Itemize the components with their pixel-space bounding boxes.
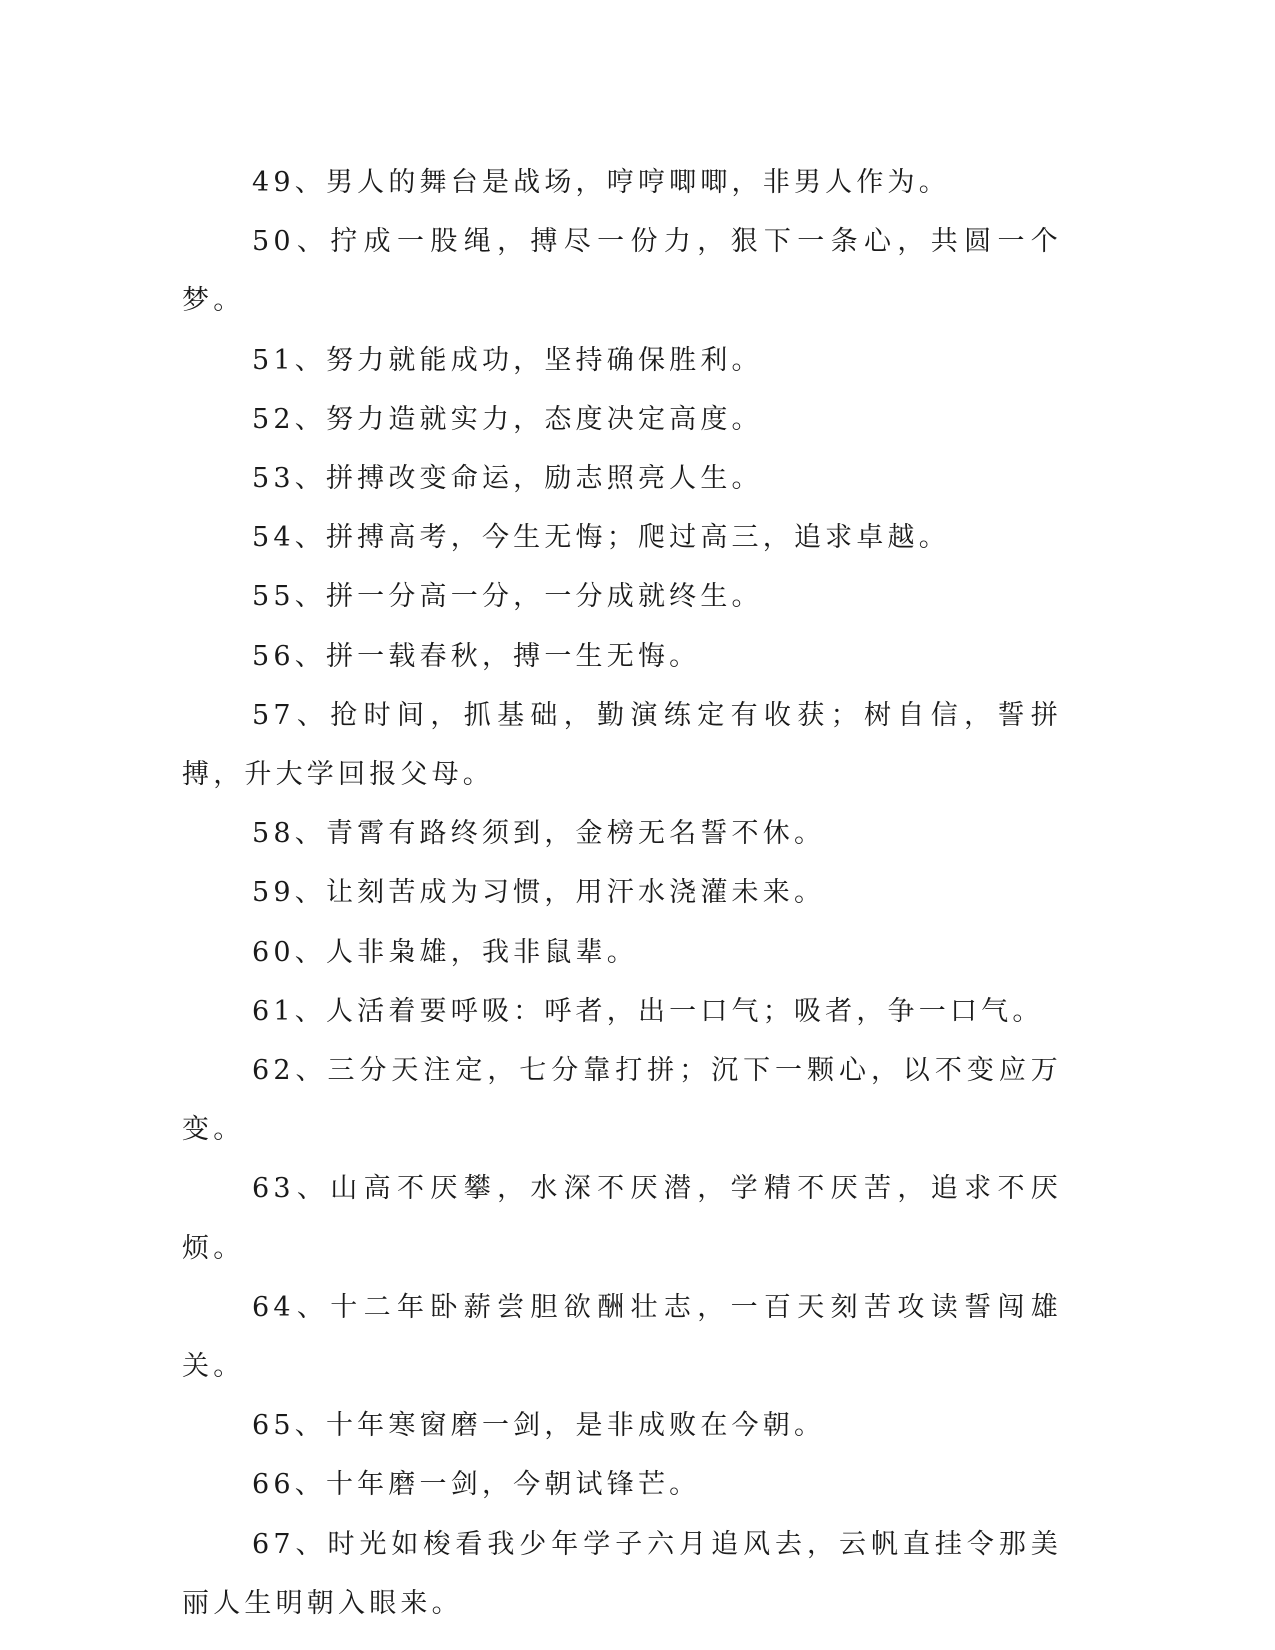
- paragraph-53: 53、拼搏改变命运，励志照亮人生。: [252, 463, 763, 495]
- paragraph-63: 63、山高不厌攀，水深不厌潜，学精不厌苦，追求不厌烦。: [182, 1173, 1062, 1264]
- paragraph-66: 66、十年磨一剑，今朝试锋芒。: [252, 1469, 701, 1501]
- paragraph-55: 55、拼一分高一分，一分成就终生。: [252, 581, 763, 613]
- paragraph-52: 52、努力造就实力，态度决定高度。: [252, 403, 763, 435]
- paragraph-58: 58、青霄有路终须到，金榜无名誓不休。: [252, 818, 826, 850]
- paragraph-65: 65、十年寒窗磨一剑，是非成败在今朝。: [252, 1410, 826, 1442]
- paragraph-56: 56、拼一载春秋，搏一生无悔。: [252, 640, 701, 672]
- paragraph-49: 49、男人的舞台是战场，哼哼唧唧，非男人作为。: [252, 167, 950, 198]
- paragraph-61: 61、人活着要呼吸：呼者，出一口气；吸者，争一口气。: [252, 995, 1044, 1027]
- paragraph-54: 54、拼搏高考，今生无悔；爬过高三，追求卓越。: [252, 522, 950, 554]
- paragraph-60: 60、人非枭雄，我非鼠辈。: [252, 936, 638, 968]
- paragraph-62: 62、三分天注定，七分靠打拼；沉下一颗心，以不变应万变。: [182, 1055, 1062, 1146]
- paragraph-64: 64、十二年卧薪尝胆欲酬壮志，一百天刻苦攻读誓闯雄关。: [182, 1291, 1062, 1383]
- paragraph-50: 50、拧成一股绳，搏尽一份力，狠下一条心，共圆一个梦。: [182, 226, 1062, 317]
- paragraph-57: 57、抢时间，抓基础，勤演练定有收获；树自信，誓拼搏，升大学回报父母。: [182, 699, 1062, 791]
- paragraph-59: 59、让刻苦成为习惯，用汗水浇灌未来。: [252, 877, 826, 909]
- paragraph-51: 51、努力就能成功，坚持确保胜利。: [252, 344, 763, 376]
- document-body: [182, 153, 1062, 1633]
- paragraph-67: 67、时光如梭看我少年学子六月追风去，云帆直挂令那美丽人生明朝入眼来。: [182, 1528, 1062, 1619]
